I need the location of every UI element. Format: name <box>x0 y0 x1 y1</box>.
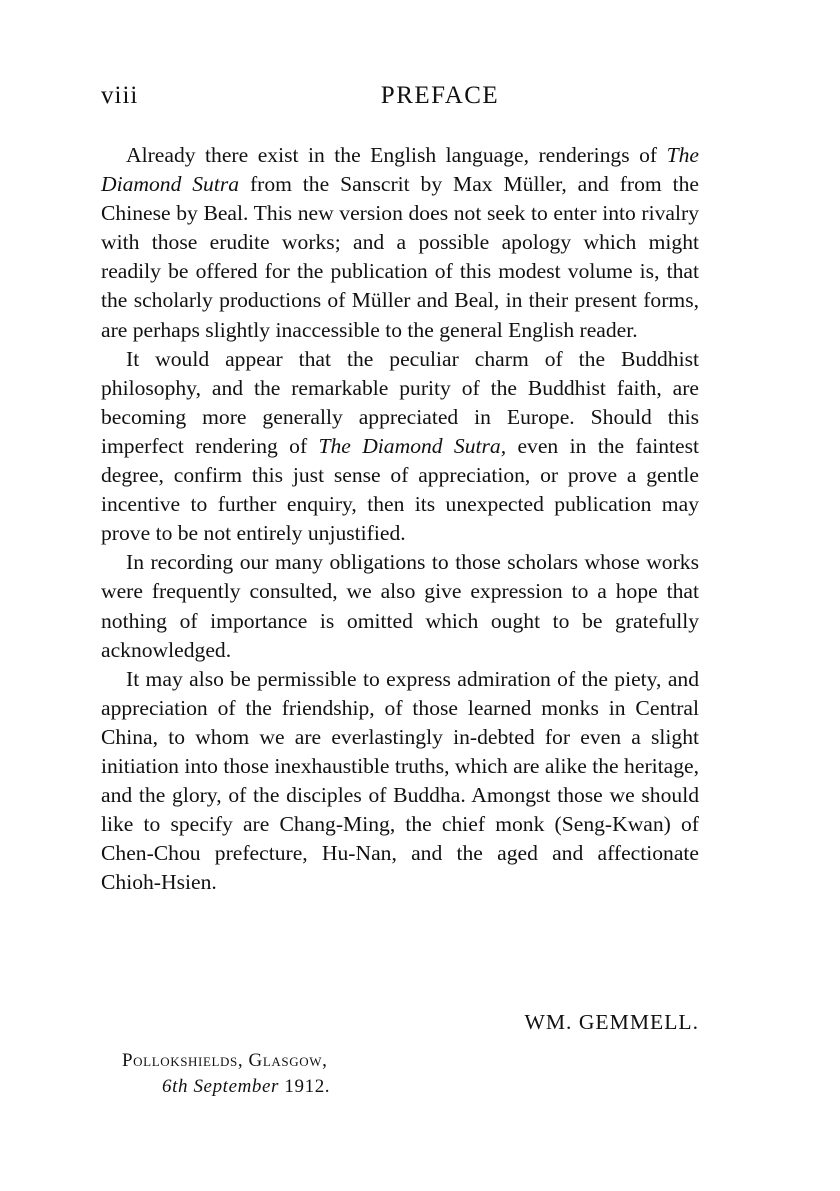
paragraph-1-text-a: Already there exist in the English language, renderings of <box>126 143 667 167</box>
date-line <box>162 1076 330 1098</box>
paragraph-3: In recording our many obligations to those scholars whose works were frequently consulted, we also give expression to a hope that nothing of importance is omitted which ought to be gratefully acknowledged. <box>101 550 699 662</box>
paragraph-2 <box>101 345 699 549</box>
book-title: The Diamond Sutra, <box>318 433 507 458</box>
date-month: September <box>193 1076 280 1097</box>
book-title: The Diamond Sutra <box>101 143 699 197</box>
page-number: viii <box>101 82 139 109</box>
page-header <box>101 82 699 118</box>
running-title: PREFACE <box>380 82 500 109</box>
preface-body <box>101 141 699 897</box>
paragraph-2-text-a: It would appear that the peculiar charm of the Buddhist philosophy, and the remarkable purity of the Buddhist faith, are becoming more generally appreciated in Europe. Should this imperfect rendering of <box>101 346 699 458</box>
paragraph-4: It may also be permissible to express admiration of the piety, and appreciation of the friendship, of those learned monks in Central China, to whom we are everlastingly in-debted for even a slight initiation into those inexhaustible truths, which are alike the heritage, and the glory, of the disciples of Buddha. Amongst those we should like to specify are Chang-Ming, the chief monk (Seng-Kwan) of Chen-Chou prefecture, Hu-Nan, and the aged and affectionate Chioh-Hsien. <box>101 666 699 895</box>
paragraph-1 <box>101 141 699 345</box>
date-year: 1912. <box>284 1076 331 1097</box>
paragraph-1-text-b: from the Sanscrit by Max Müller, and from the Chinese by Beal. This new version does not seek to enter into rivalry with those erudite works; and a possible apology which might readily be offered for the publication of this modest volume is, that the scholarly productions of Müller and Beal, in their present forms, are perhaps slightly inaccessible to the general English reader. <box>101 172 699 342</box>
place-line: Pollokshields, Glasgow, <box>122 1050 328 1071</box>
date-day: 6th <box>162 1076 189 1097</box>
paragraph-2-text-b: even in the faintest degree, confirm this just sense of appreciation, or prove a gentle incentive to further enquiry, then its unexpected publication may prove to be not entirely unjustified. <box>101 433 699 546</box>
author-signature: WM. GEMMELL. <box>524 1010 699 1034</box>
